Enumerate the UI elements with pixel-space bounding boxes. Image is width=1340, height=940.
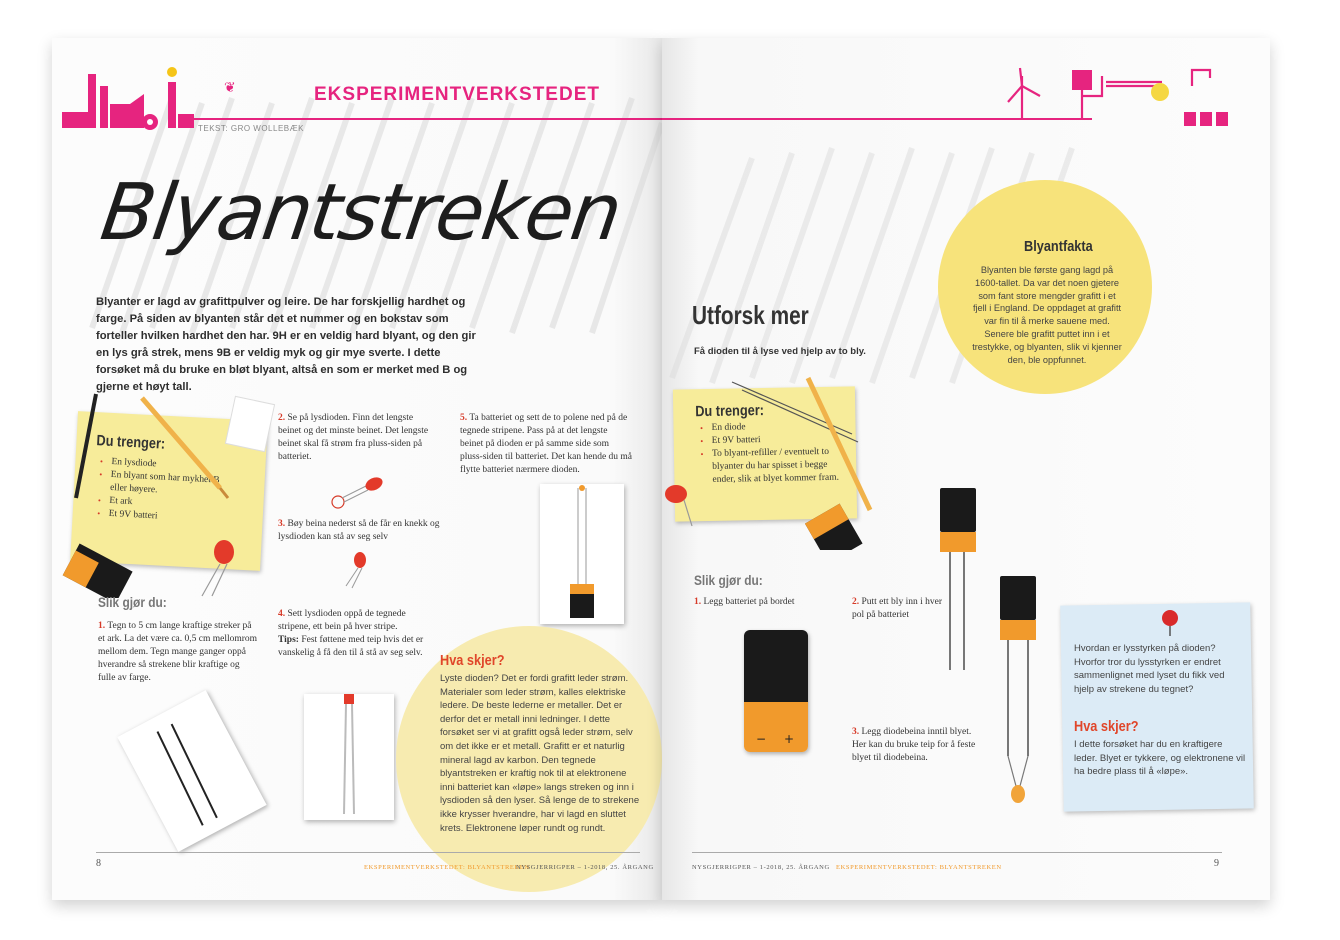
- footer-magazine: NYSGJERRIGPER – 1-2018, 25. ÅRGANG: [516, 864, 654, 871]
- step-1: [694, 596, 854, 609]
- step-5-photo: [540, 484, 624, 624]
- step-text: Se på lysdioden. Finn det lengste beinet og det minste beinet. Det lengste beinet skal få strøm fra pluss-siden på batteriet.: [278, 413, 429, 462]
- hva-skjer-text: I dette forsøket har du en kraftigere leder. Blyet er tykkere, og elektronene vil ha bedre plass til å «løpe».: [1074, 739, 1246, 778]
- step-text: Ta batteriet og sett de to polene ned på de tegnede stripene. Pass på at det lengste beinet på dioden er på samme side som pluss-siden til batteriet. Det kan hende du må flytte batteriet nærmere dioden.: [460, 413, 633, 475]
- hva-skjer-title: Hva skjer?: [440, 652, 505, 669]
- supplies-illustration: [662, 370, 892, 550]
- step-number: 3.: [278, 519, 286, 529]
- step-text: Legg batteriet på bordet: [703, 597, 795, 607]
- list-item: • En diode: [711, 420, 841, 435]
- battery-body: [744, 630, 808, 702]
- step-number: 2.: [852, 597, 860, 607]
- header-rule: [192, 118, 662, 120]
- battery-label: [744, 702, 808, 752]
- step-text: Putt ett bly inn i hver pol på batteriet: [852, 597, 942, 620]
- hva-skjer-text: Lyste dioden? Det er fordi grafitt leder strøm. Materialer som leder strøm, kalles elektriske ledere. De beste lederne er metaller. Det er derfor det er metall inni ledninger. I dette forsøket ser vi at grafitt også leder strøm, selv om det ikke er et metall. Grafitt er et naturlig mineral lagd av karbon. Den tegnede blyantstreken er kraftig nok til at elektronene inni batteriet kan «løpe» langs streken og inn i lysdioden så den lyser. Så lenge de to strekene ikke krysser hverandre, har vi lagd en sluttet krets. Elektronene løper rundt og rundt.: [440, 673, 640, 834]
- du-trenger-title: Du trenger:: [695, 402, 765, 421]
- intro-paragraph: Blyanter er lagd av grafittpulver og leire. De har forskjellig hardhet og farge. På siden av blyanten står det et nummer og en bokstav som forteller hvilken hardhet den har. 9H er en veldig hard blyant, og den gir en lys grå strek, mens 9B er veldig myk og gir mye sverte. I dette forsøket må du bruke en bløt blyant, altså en som er merket med B og gjerne et høyt tall.: [96, 296, 476, 393]
- question-note: [1060, 602, 1254, 811]
- led-illustrations: [322, 474, 402, 606]
- step-1-photo: [117, 690, 266, 852]
- slik-title: Slik gjør du:: [694, 572, 763, 588]
- right-page: [662, 38, 1270, 900]
- step-number: 2.: [278, 413, 286, 423]
- page-number: 8: [96, 858, 101, 869]
- tips-text: Fest føttene med teip hvis det er vanskelig å få den til å stå av seg selv.: [278, 635, 424, 658]
- tips-label: Tips:: [278, 635, 299, 645]
- section-header: EKSPERIMENTVERKSTEDET: [314, 84, 600, 105]
- step-number: 4.: [278, 609, 286, 619]
- step-number: 1.: [98, 621, 106, 631]
- blyantfakta-title: Blyantfakta: [1024, 238, 1093, 255]
- list-item: • En lysdiode: [111, 456, 222, 475]
- step-4-photo: [304, 694, 394, 820]
- footer-section: EKSPERIMENTVERKSTEDET: BLYANTSTREKEN: [364, 864, 530, 871]
- footer-section: EKSPERIMENTVERKSTEDET: BLYANTSTREKEN: [836, 864, 1002, 871]
- battery-plus: +: [784, 732, 795, 746]
- list-item: • Et 9V batteri: [712, 433, 842, 448]
- battery-with-diode: [990, 572, 1050, 812]
- question-text: Hvordan er lysstyrken på dioden? Hvorfor tror du lysstyrken er endret sammenlignet med lyset du fikk ved hjelp av strekene du tegnet?: [1074, 643, 1225, 695]
- footer-rule: [692, 852, 1222, 853]
- step-4: [278, 608, 426, 660]
- step-number: 1.: [694, 597, 702, 607]
- page-title: Blyantstreken: [95, 168, 626, 258]
- energy-icons: [1002, 56, 1270, 136]
- step-text: Tegn to 5 cm lange kraftige streker på et ark. La det være ca. 0,5 cm mellomrom mellom dem. Tegn mange ganger oppå hverandre så strekene blir kraftige og fulle av farge.: [98, 621, 258, 683]
- factory-icon: [58, 64, 198, 132]
- step-number: 5.: [460, 413, 468, 423]
- step-text: Sett lysdioden oppå de tegnede stripene, ett bein på hver stripe.: [278, 609, 406, 632]
- list-item: • To blyant-refiller / eventuelt to blyanter du har spisset i begge ender, slik at blyet kommer fram.: [712, 446, 843, 487]
- step-3: [852, 726, 986, 765]
- list-item: • Et 9V batteri: [108, 508, 219, 527]
- list-item: • En blyant som har mykhet B eller høyere.: [110, 469, 221, 501]
- battery-minus: −: [756, 732, 767, 746]
- footer-rule: [96, 852, 640, 853]
- left-page: [52, 38, 662, 900]
- step-2: [278, 412, 438, 464]
- step-text: Legg diodebeina inntil blyet. Her kan du bruke teip for å feste blyet til diodebeina.: [852, 727, 976, 763]
- slik-title: Slik gjør du:: [98, 594, 167, 610]
- battery-with-leads: [932, 484, 992, 684]
- list-item: • Et ark: [109, 495, 220, 514]
- pushpin-icon: [1158, 608, 1182, 638]
- step-text: Bøy beina nederst så de får en knekk og lysdioden kan stå av seg selv: [278, 519, 440, 542]
- byline: TEKST: GRO WOLLEBÆK: [198, 124, 304, 133]
- step-5: [460, 412, 632, 477]
- footer-magazine: NYSGJERRIGPER – 1-2018, 25. ÅRGANG: [692, 864, 830, 871]
- butterfly-icon: ❦: [224, 80, 236, 96]
- step-number: 3.: [852, 727, 860, 737]
- blyantfakta-text: Blyanten ble første gang lagd på 1600-tallet. Da var det noen gjetere som fant store mengder grafitt i et fjell i England. De oppdaget at grafitt var fin til å merke sauene med. Senere ble grafitt puttet inn i et trestykke, og blyanten, slik vi kjenner den, ble oppfunnet.: [972, 265, 1122, 365]
- battery-illustration: [744, 630, 808, 752]
- utforsk-subtitle: Få dioden til å lyse ved hjelp av to bly.: [694, 346, 866, 357]
- du-trenger-title: Du trenger:: [96, 432, 166, 453]
- page-number: 9: [1214, 858, 1219, 869]
- utforsk-title: Utforsk mer: [692, 300, 809, 330]
- hva-skjer-title: Hva skjer?: [1074, 718, 1139, 735]
- step-1: [98, 620, 258, 685]
